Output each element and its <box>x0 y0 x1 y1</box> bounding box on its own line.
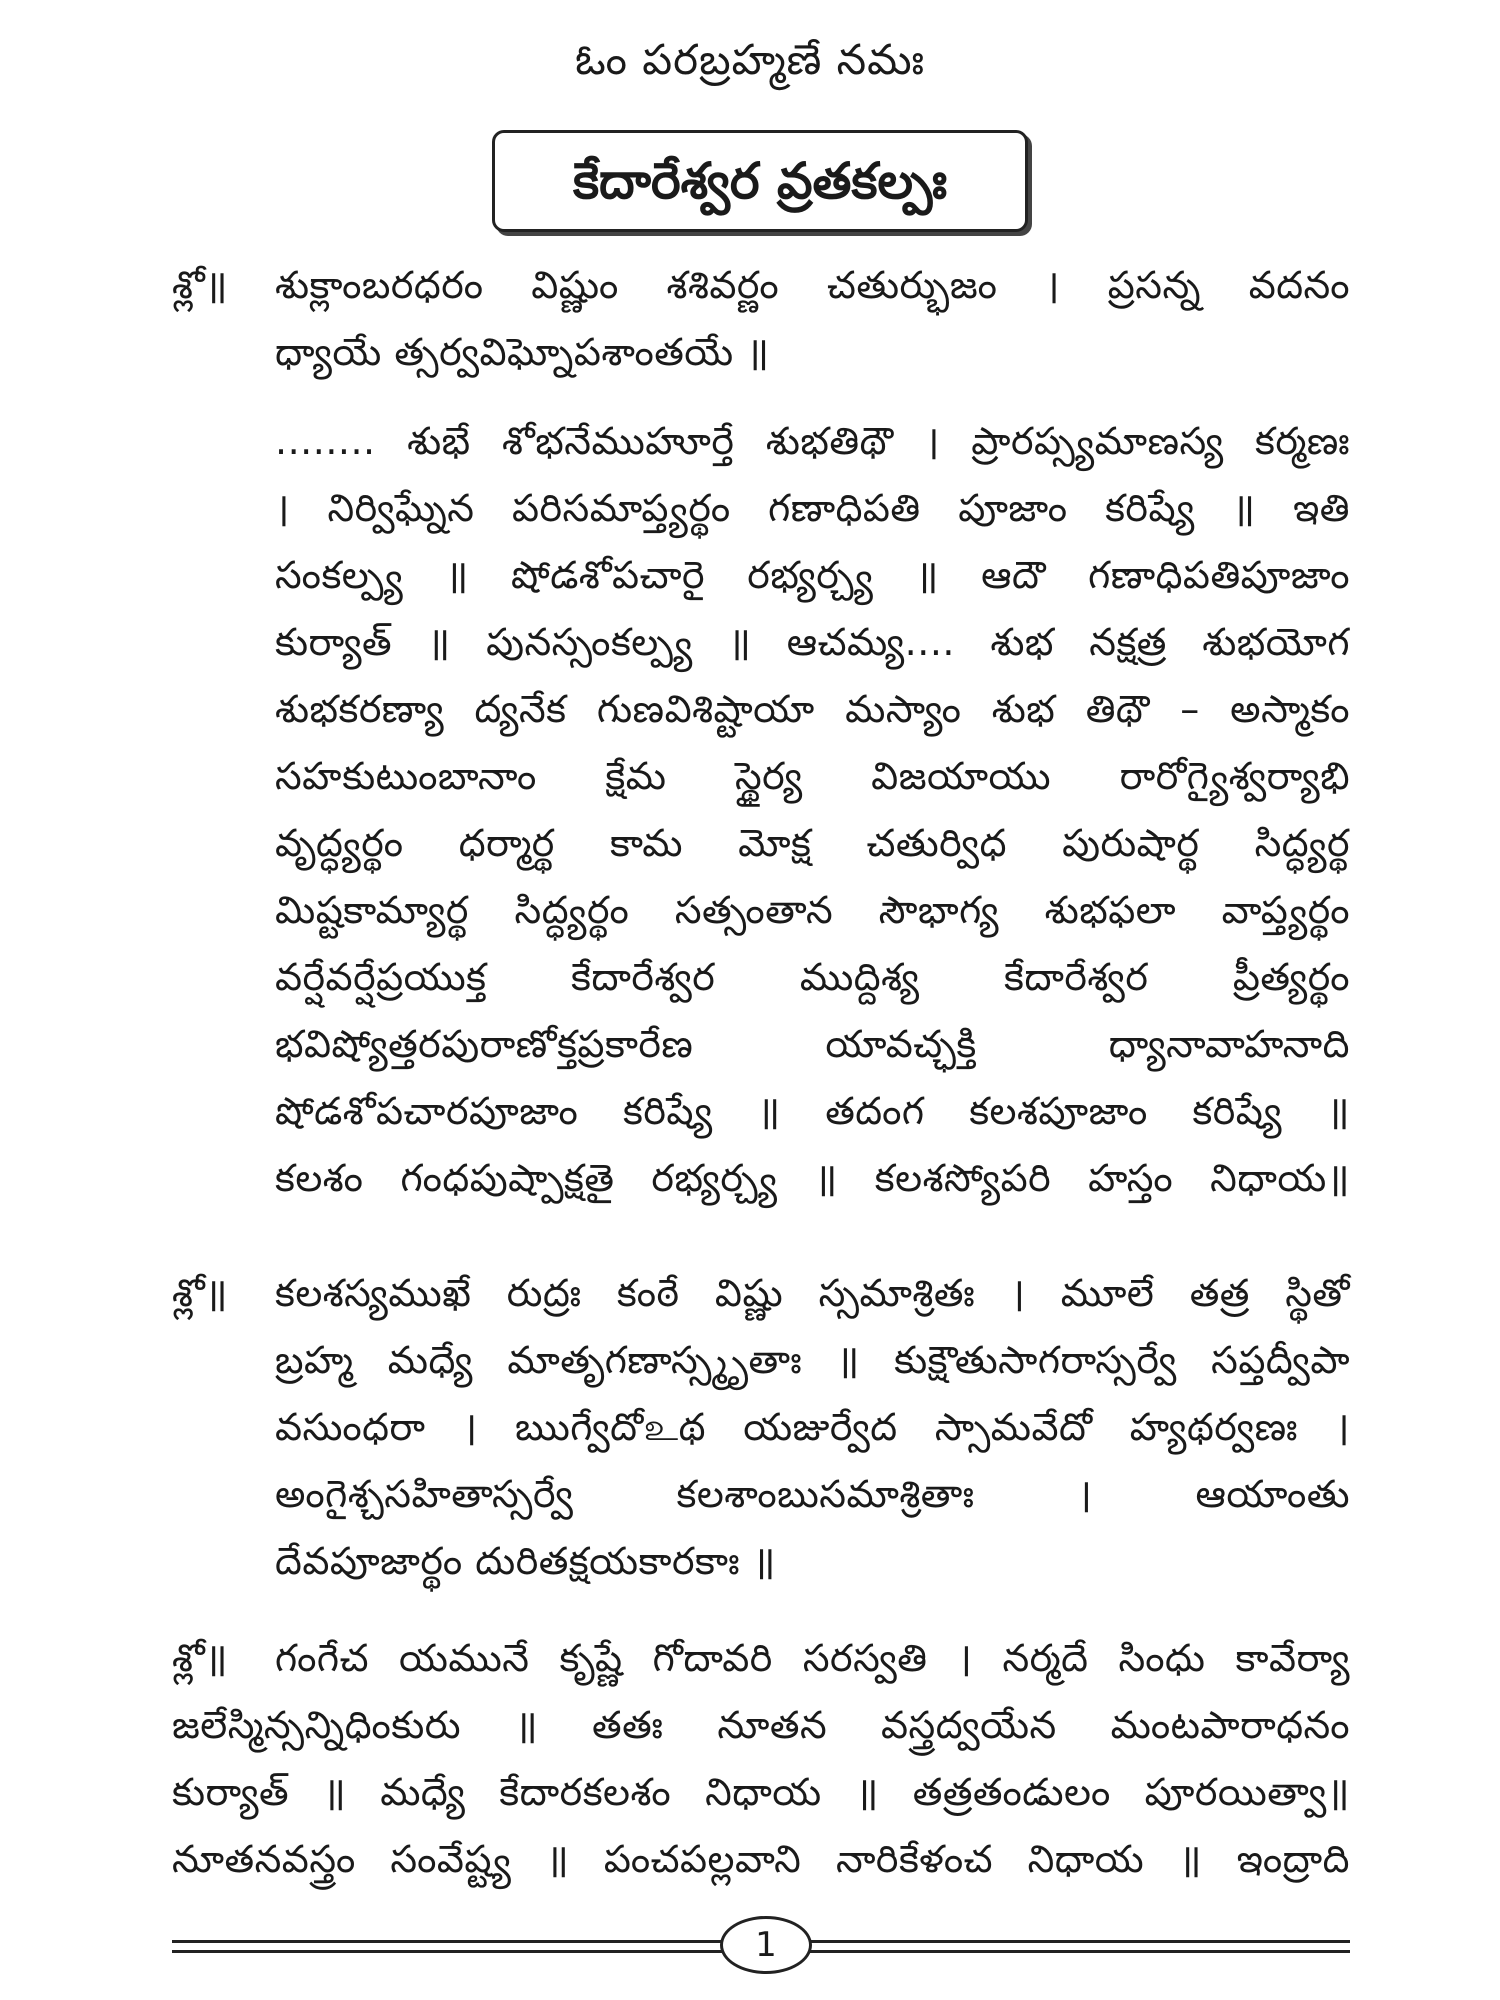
document-title: కేదారేశ్వర వ్రతకల్పః <box>572 152 948 210</box>
sankalpa-block <box>275 408 1350 1212</box>
verse-line: గంగేచ యమునే కృష్ణే గోదావరి సరస్వతి । నర్మదే సింధు కావేర్యా <box>275 1636 1350 1680</box>
verse-marker: శ్లో॥ <box>172 1271 228 1315</box>
prose-line: ........ శుభే శోభనేముహూర్తే శుభతిథౌ । ప్రారప్స్యమాణస్య కర్మణః <box>275 419 1350 463</box>
verse-line: ధ్యాయే త్సర్వవిఘ్నోపశాంతయే ॥ <box>275 330 770 374</box>
verse-line: బ్రహ్మ మధ్యే మాతృగణాస్స్మృతాః ॥ కుక్షౌతుసాగరాస్సర్వే సప్తద్వీపా <box>275 1338 1350 1382</box>
prose-line: కలశం గంధపుష్పాక్షతై రభ్యర్చ్య ॥ కలశస్యోపరి హస్తం నిధాయ॥ <box>275 1156 1350 1200</box>
prose-line: శుభకరణ్యా ద్యనేక గుణవిశిష్టాయా మస్యాం శుభ తిథౌ – అస్మాకం <box>275 687 1350 731</box>
verse-line: వసుంధరా । ఋగ్వేదోஉథ యజుర్వేద స్సామవేదో హ్యథర్వణః । <box>275 1405 1350 1449</box>
verse-line: కలశస్యముఖే రుద్రః కంఠే విష్ణు స్సమాశ్రితః । మూలే తత్ర స్థితో <box>275 1271 1350 1315</box>
prose-line: । నిర్విఘ్నేన పరిసమాప్త్యర్థం గణాధిపతి పూజాం కరిష్యే ॥ ఇతి <box>275 486 1350 530</box>
page-number <box>720 1916 812 1974</box>
prose-line: మిష్టకామ్యార్థ సిద్ధ్యర్థం సత్సంతాన సౌభాగ్య శుభఫలా వాప్త్యర్థం <box>275 888 1350 932</box>
verse-line: నూతనవస్త్రం సంవేష్ట్య ॥ పంచపల్లవాని నారికేళంచ నిధాయ ॥ ఇంద్రాది <box>172 1837 1350 1881</box>
verse-block-3 <box>275 1260 1350 1595</box>
prose-line: భవిష్యోత్తరపురాణోక్తప్రకారేణ యావచ్ఛక్తి ధ్యానావాహనాది <box>275 1022 1350 1066</box>
prose-line: వర్షేవర్షేప్రయుక్త కేదారేశ్వర ముద్దిశ్య కేదారేశ్వర ప్రీత్యర్థం <box>275 955 1350 999</box>
verse-marker: శ్లో॥ <box>172 1636 228 1680</box>
verse-block-4 <box>172 1692 1350 1893</box>
verse-marker: శ్లో॥ <box>172 263 228 307</box>
verse-line: అంగైశ్చసహితాస్సర్వే కలశాంబుసమాశ్రితాః । ఆయాంతు <box>275 1472 1350 1516</box>
prose-line: వృద్ధ్యర్థం ధర్మార్థ కామ మోక్ష చతుర్విధ పురుషార్థ సిద్ధ్యర్థ <box>275 821 1350 865</box>
verse-block-1 <box>275 252 1350 386</box>
page-number-text: 1 <box>755 1925 777 1965</box>
title-box <box>492 130 1028 232</box>
prose-line: కుర్యాత్ ॥ పునస్సంకల్ప్య ॥ ఆచమ్య.... శుభ నక్షత్ర శుభయోగ <box>275 620 1350 664</box>
verse-line: కుర్యాత్ ॥ మధ్యే కేదారకలశం నిధాయ ॥ తత్రతండులం పూరయిత్వా॥ <box>172 1770 1350 1814</box>
prose-line: షోడశోపచారపూజాం కరిష్యే ॥ తదంగ కలశపూజాం కరిష్యే ॥ <box>275 1089 1350 1133</box>
verse-line: దేవపూజార్థం దురితక్షయకారకాః ॥ <box>275 1539 776 1583</box>
verse-block-4-first <box>275 1625 1350 1692</box>
verse-line: శుక్లాంబరధరం విష్ణుం శశివర్ణం చతుర్భుజం । ప్రసన్న వదనం <box>275 263 1350 307</box>
verse-line: జలేస్మిన్సన్నిధింకురు ॥ తతః నూతన వస్త్రద్వయేన మంటపారాధనం <box>172 1703 1350 1747</box>
invocation-heading: ఓం పరబ్రహ్మణే నమః <box>574 35 926 84</box>
prose-line: సంకల్ప్య ॥ షోడశోపచారై రభ్యర్చ్య ॥ ఆదౌ గణాధిపతిపూజాం <box>275 553 1350 597</box>
prose-line: సహకుటుంబానాం క్షేమ స్థైర్య విజయాయు రారోగ్యైశ్వర్యాభి <box>275 754 1350 798</box>
